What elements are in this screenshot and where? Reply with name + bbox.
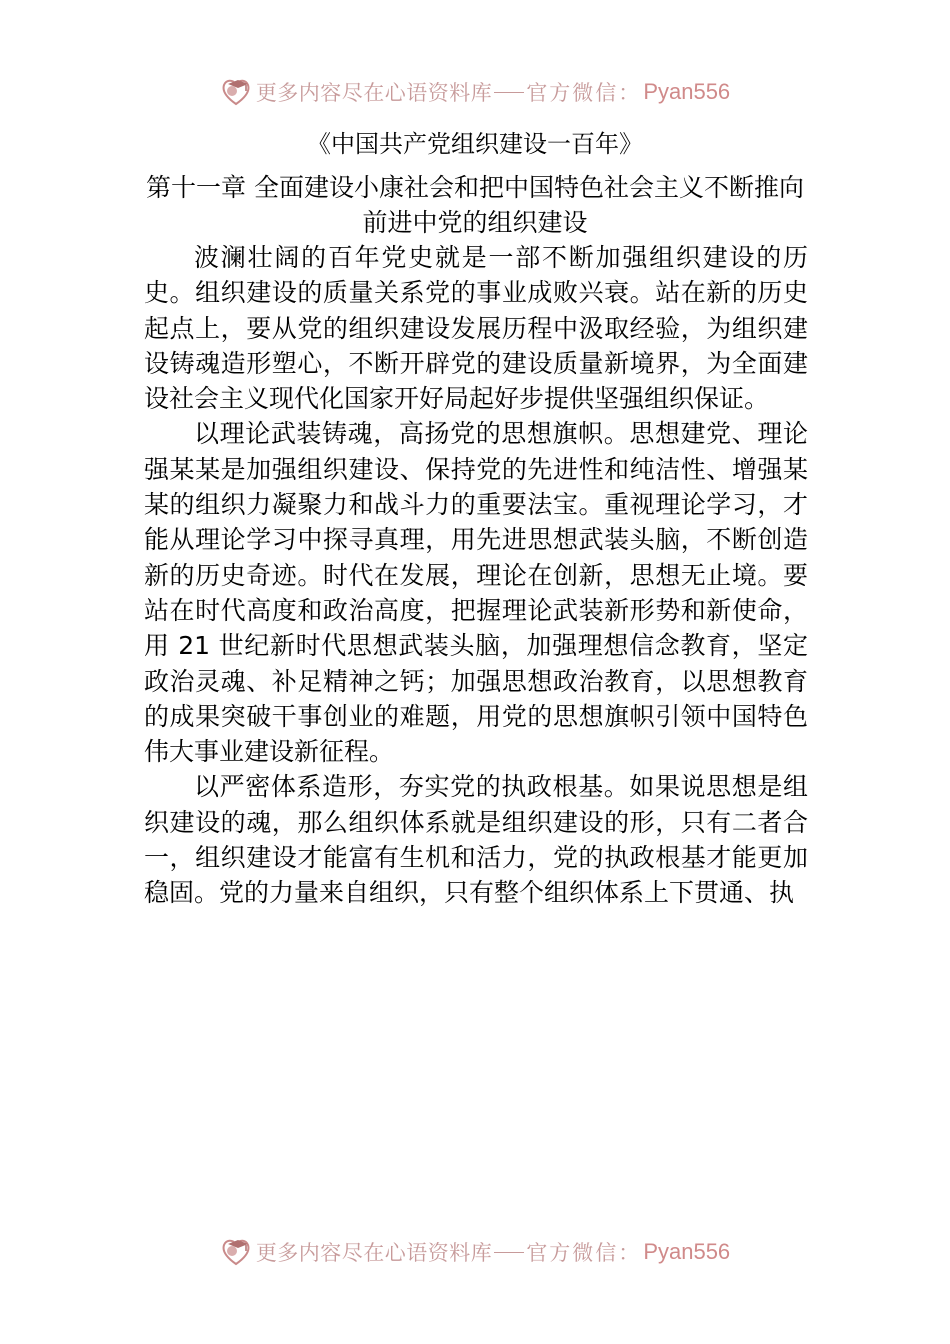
chapter-title: 第十一章 全面建设小康社会和把中国特色社会主义不断推向前进中党的组织建设 bbox=[146, 173, 804, 237]
banner-wechat-label: 官方微信： bbox=[526, 81, 642, 105]
banner-divider bbox=[494, 92, 524, 93]
header-banner bbox=[0, 72, 950, 112]
banner-promo-text: 更多内容尽在心语资料库 bbox=[255, 81, 493, 105]
paragraph: 以理论武装铸魂，高扬党的思想旗帜。思想建党、理论强某某是加强组织建设、保持党的先进性和纯洁性、增强某某的组织力凝聚力和战斗力的重要法宝。重视理论学习，才能从理论学习中探寻真理，用先进思想武装头脑，不断创造新的历史奇迹。时代在发展，理论在创新，思想无止境。要站在时代高度和政治高度，把握理论武装新形势和新使命， 用 21 世纪新时代思想武装头脑，加强理想信念教育，坚定政治灵魂、补足精神之钙；加强思想政治教育，以思想教育的成果突破干事创业的难题，用党的思想旗帜引领中国特色伟大事业建设新征程。 bbox=[144, 419, 808, 767]
heart-mortarboard-logo-icon bbox=[220, 1236, 252, 1268]
paragraph: 波澜壮阔的百年党史就是一部不断加强组织建设的历史。组织建设的质量关系党的事业成败兴衰。站在新的历史起点上，要从党的组织建设发展历程中汲取经验，为组织建设铸魂造形塑心，不断开辟党的建设质量新境界，为全面建设社会主义现代化国家开好局起好步提供坚强组织保证。 bbox=[144, 243, 808, 414]
banner-wechat-id: Pyan556 bbox=[643, 79, 731, 104]
document-body bbox=[144, 240, 808, 911]
book-title: 《中国共产党组织建设一百年》 bbox=[307, 130, 643, 158]
banner-wechat-label: 官方微信： bbox=[526, 1241, 642, 1265]
footer-banner bbox=[0, 1232, 950, 1272]
banner-promo-text: 更多内容尽在心语资料库 bbox=[255, 1241, 493, 1265]
banner-divider bbox=[494, 1252, 524, 1253]
heart-mortarboard-logo-icon bbox=[220, 76, 252, 108]
banner-wechat-id: Pyan556 bbox=[643, 1239, 731, 1264]
paragraph: 以严密体系造形，夯实党的执政根基。如果说思想是组织建设的魂，那么组织体系就是组织建设的形，只有二者合一，组织建设才能富有生机和活力，党的执政根基才能更加稳固。党的力量来自组织，只有整个组织体系上下贯通、执 bbox=[144, 772, 808, 908]
